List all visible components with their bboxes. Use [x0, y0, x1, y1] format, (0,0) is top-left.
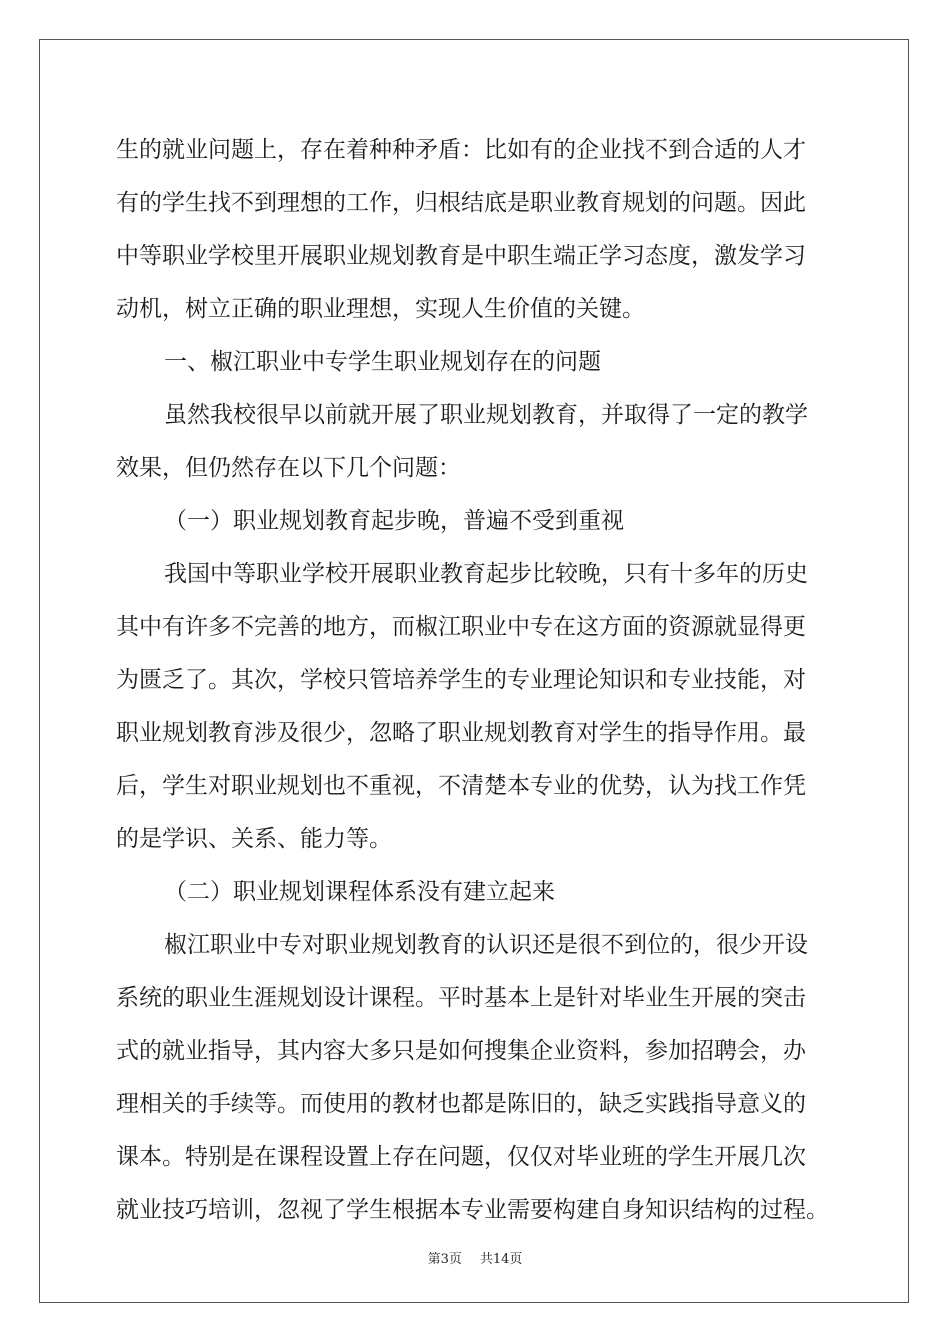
- text-line: （二）职业规划课程体系没有建立起来: [164, 879, 555, 905]
- text-line: （一）职业规划教育起步晚，普遍不受到重视: [164, 508, 624, 534]
- text-line: 为匮乏了。其次，学校只管培养学生的专业理论知识和专业技能，对: [116, 667, 806, 693]
- text-line: 动机，树立正确的职业理想，实现人生价值的关键。: [116, 296, 645, 322]
- text-line: 效果，但仍然存在以下几个问题：: [116, 455, 461, 481]
- text-line: 后，学生对职业规划也不重视，不清楚本专业的优势，认为找工作凭: [116, 773, 806, 799]
- text-line: 系统的职业生涯规划设计课程。平时基本上是针对毕业生开展的突击: [116, 985, 806, 1011]
- text-line: 职业规划教育涉及很少，忽略了职业规划教育对学生的指导作用。最: [116, 720, 806, 746]
- page-total: 共14页: [479, 1252, 523, 1267]
- text-line: 一、椒江职业中专学生职业规划存在的问题: [164, 349, 601, 375]
- page-footer: [0, 1248, 950, 1267]
- text-line: 的是学识、关系、能力等。: [116, 826, 392, 852]
- text-line: 式的就业指导，其内容大多只是如何搜集企业资料，参加招聘会，办: [116, 1038, 806, 1064]
- text-line: 我国中等职业学校开展职业教育起步比较晚，只有十多年的历史: [164, 561, 808, 587]
- text-line: 就业技巧培训，忽视了学生根据本专业需要构建自身知识结构的过程。: [116, 1197, 829, 1223]
- text-line: 有的学生找不到理想的工作，归根结底是职业教育规划的问题。因此: [116, 190, 806, 216]
- text-line: 中等职业学校里开展职业规划教育是中职生端正学习态度，激发学习: [116, 243, 806, 269]
- document-body: [116, 124, 836, 1237]
- text-line: 生的就业问题上，存在着种种矛盾：比如有的企业找不到合适的人才: [116, 137, 806, 163]
- text-line: 椒江职业中专对职业规划教育的认识还是很不到位的，很少开设: [164, 932, 808, 958]
- text-line: 虽然我校很早以前就开展了职业规划教育，并取得了一定的教学: [164, 402, 808, 428]
- text-line: 理相关的手续等。而使用的教材也都是陈旧的，缺乏实践指导意义的: [116, 1091, 806, 1117]
- text-line: 其中有许多不完善的地方，而椒江职业中专在这方面的资源就显得更: [116, 614, 806, 640]
- text-line: 课本。特别是在课程设置上存在问题，仅仅对毕业班的学生开展几次: [116, 1144, 806, 1170]
- page-number: 第3页: [427, 1252, 462, 1267]
